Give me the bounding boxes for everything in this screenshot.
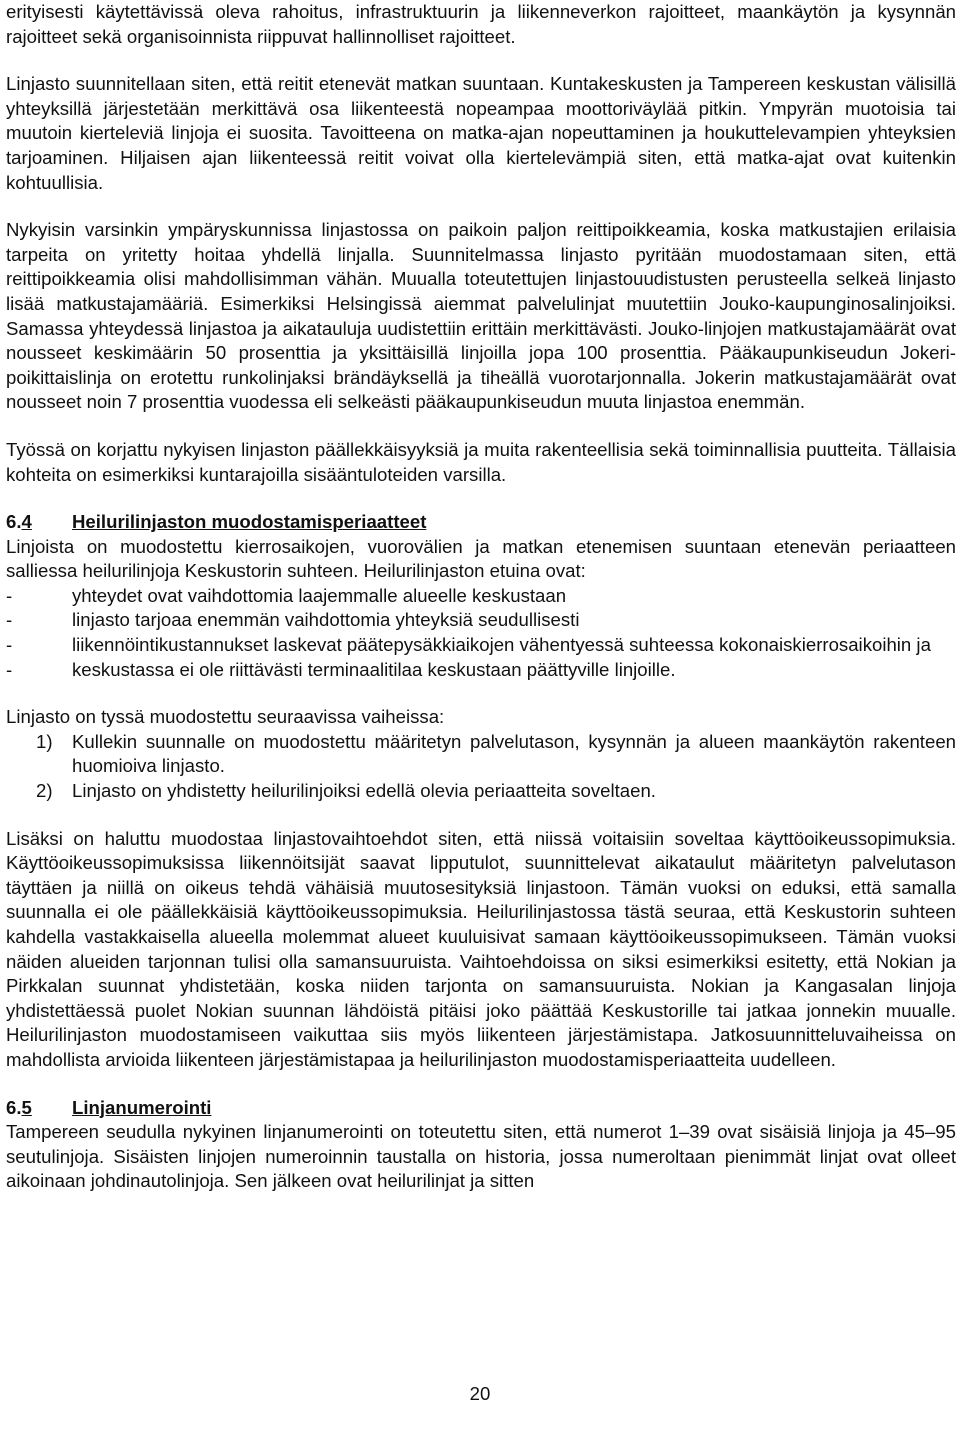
paragraph: Linjasto suunnitellaan siten, että reitit etenevät matkan suuntaan. Kuntakeskusten ja Tampereen keskustan välisillä yhteyksillä järjestetään merkittävä osa liikenteestä nopeampaa moottoriväylää pitkin. Ympyrän muotoisia tai muutoin kierteleviä linjoja ei suosita. Tavoitteena on matka-ajan nopeuttaminen ja houkuttelevampien yhteyksien tarjoaminen. Hiljaisen ajan liikenteessä reitit voivat olla kiertelevämpiä siten, että matka-ajat ovat kuitenkin kohtuullisia.	[6, 73, 956, 193]
paragraph: Linjasto on tyssä muodostettu seuraavissa vaiheissa:	[6, 706, 445, 728]
section-title: Heilurilinjaston muodostamisperiaatteet	[72, 511, 427, 533]
list-item: 1) Kullekin suunnalle on muodostettu määritetyn palvelutason, kysynnän ja alueen maankäytön rakenteen huomioiva linjasto.	[36, 730, 956, 777]
document-page	[6, 0, 956, 1194]
paragraph: Tampereen seudulla nykyinen linjanumerointi on toteutettu siten, että numerot 1–39 ovat sisäisiä linjoja ja 45–95 seutulinjoja. Sisäisten linjojen numeroinnin taustalla on historia, jossa numeroltaan pienimmät linjat ovat olleet aikoinaan johdinautolinjoja. Sen jälkeen ovat heilurilinjat ja sitten	[6, 1121, 956, 1192]
section-number: 6.5	[6, 1096, 32, 1118]
paragraph: erityisesti käytettävissä oleva rahoitus, infrastruktuurin ja liikenneverkon rajoitteet, maankäytön ja kysynnän rajoitteet sekä organisoinnista riippuvat hallinnolliset rajoitteet.	[6, 1, 956, 47]
list-item: - liikennöintikustannukset laskevat päätepysäkkiaikojen vähentyessä suhteessa kokonaiskierrosaikoihin ja	[6, 634, 931, 656]
list-item: 2) Linjasto on yhdistetty heilurilinjoiksi edellä olevia periaatteita soveltaen.	[36, 780, 656, 802]
list-item: - keskustassa ei ole riittävästi terminaalitilaa keskustaan päättyville linjoille.	[6, 658, 676, 680]
phases-list	[6, 730, 956, 804]
benefits-list	[6, 584, 956, 682]
page-number: 20	[469, 1383, 491, 1404]
paragraph: Nykyisin varsinkin ympäryskunnissa linjastossa on paikoin paljon reittipoikkeamia, koska matkustajien erilaisia tarpeita on yritetty hoitaa yhdellä linjalla. Suunnitelmassa linjasto pyritään muodostamaan siten, että reittipoikkeamia olisi mahdollisimman vähän. Muualla toteutettujen linjastouudistusten perusteella selkeä linjasto lisää matkustajamääriä. Esimerkiksi Helsingissä aiemmat palvelulinjat muutettiin Jouko-kaupunginosalinjoiksi. Samassa yhteydessä linjastoa ja aikatauluja uudistettiin erittäin merkittävästi. Jouko-linjojen matkustajamäärät ovat nousseet keskimäärin 50 prosenttia ja yksittäisillä linjoilla jopa 100 prosenttia. Pääkaupunkiseudun Jokeri-poikittaislinja on erotettu runkolinjaksi brändäyksellä ja tiheällä vuorotarjonnalla. Jokerin matkustajamäärät ovat nousseet noin 7 prosenttia vuodessa eli selkeästi pääkaupunkiseudun muuta linjastoa enemmän.	[6, 219, 956, 413]
paragraph: Työssä on korjattu nykyisen linjaston päällekkäisyyksiä ja muita rakenteellisia sekä toiminnallisia puutteita. Tällaisia kohteita on esimerkiksi kuntarajoilla sisääntuloteiden varsilla.	[6, 438, 956, 485]
paragraph: Lisäksi on haluttu muodostaa linjastovaihtoehdot siten, että niissä voitaisiin soveltaa käyttöoikeussopimuksia. Käyttöoikeussopimuksissa liikennöitsijät saavat lipputulot, suunnittelevat aikataulut määritetyn palvelutason täyttäen ja niillä on oikeus tehdä vähäisiä muutosesityksiä linjastoon. Tämän vuoksi on eduksi, että samalla suunnalla ei ole päällekkäisiä käyttöoikeussopimuksia. Heilurilinjastossa tästä seuraa, että Keskustorin suhteen kahdella vastakkaisella alueella molemmat alueet kuuluisivat samaan käyttöoikeussopimukseen. Tämän vuoksi näiden alueiden tarjonnan tulisi olla samansuuruista. Vaihtoehdoissa on siksi esimerkiksi esitetty, että Nokian ja Pirkkalan suunnat yhdistetään, koska niiden tarjonta on samansuuruista. Nokian ja Kangasalan linjoja yhdistettäessä puolet Nokian suunnan lähdöistä pitäisi joko päättää Keskustorille tai jatkaa jonnekin muualle. Heilurilinjaston muodostamiseen vaikuttaa siis myös liikenteen järjestämistapa. Jatkosuunnitteluvaiheissa on mahdollista arvioida liikenteen järjestämistapaa ja heilurilinjaston muodostamisperiaatteita uudelleen.	[6, 827, 956, 1070]
paragraph: Linjoista on muodostettu kierrosaikojen, vuorovälien ja matkan etenemisen suuntaan etenevän periaatteen salliessa heilurilinjoja Keskustorin suhteen. Heilurilinjaston etuina ovat:	[6, 535, 956, 582]
list-item: - yhteydet ovat vaihdottomia laajemmalle alueelle keskustaan	[6, 584, 567, 606]
section-number: 6.4	[6, 511, 32, 533]
section-heading-6-4	[6, 510, 956, 535]
section-title: Linjanumerointi	[72, 1096, 212, 1118]
list-item: - linjasto tarjoaa enemmän vaihdottomia yhteyksiä seudullisesti	[6, 609, 580, 631]
section-heading-6-5	[6, 1096, 956, 1121]
